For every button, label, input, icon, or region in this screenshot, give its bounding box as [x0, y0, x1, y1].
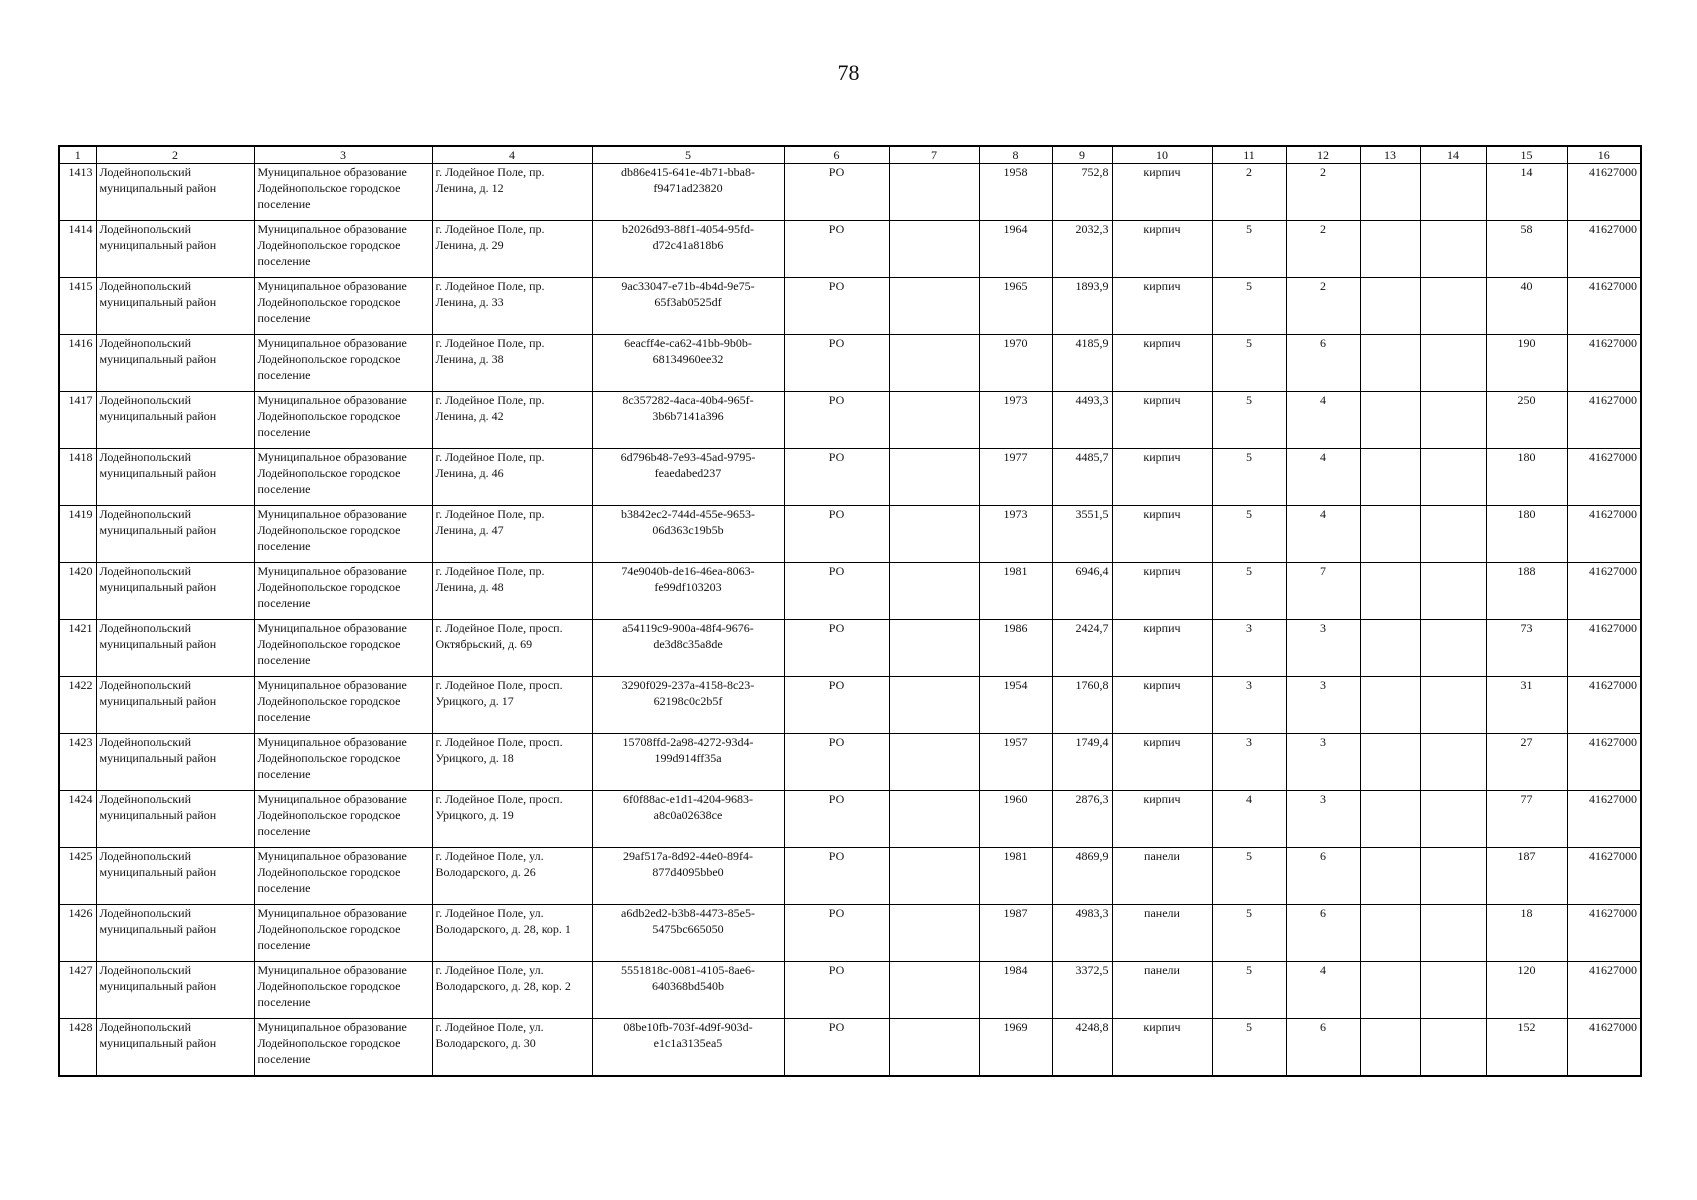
cell-oktmo-code: 41627000 [1567, 164, 1641, 221]
cell-row-number: 1419 [59, 506, 96, 563]
cell-col-7 [889, 221, 979, 278]
cell-residents: 31 [1486, 677, 1567, 734]
cell-floors-max: 2 [1212, 164, 1286, 221]
cell-entrances: 4 [1286, 962, 1360, 1019]
cell-operator-type: РО [784, 449, 889, 506]
header-row [59, 146, 1641, 164]
cell-floors-max: 3 [1212, 734, 1286, 791]
cell-col-14 [1420, 449, 1486, 506]
cell-col-7 [889, 335, 979, 392]
cell-address: г. Лодейное Поле, просп. Октябрьский, д. 69 [432, 620, 592, 677]
cell-residents: 77 [1486, 791, 1567, 848]
table-row [59, 449, 1641, 506]
column-header-14: 14 [1420, 146, 1486, 164]
cell-row-number: 1423 [59, 734, 96, 791]
cell-oktmo-code: 41627000 [1567, 620, 1641, 677]
cell-floors-max: 5 [1212, 335, 1286, 392]
cell-residents: 180 [1486, 506, 1567, 563]
column-header-3: 3 [254, 146, 432, 164]
cell-address: г. Лодейное Поле, пр. Ленина, д. 38 [432, 335, 592, 392]
cell-entrances: 7 [1286, 563, 1360, 620]
cell-col-14 [1420, 221, 1486, 278]
cell-area: 3372,5 [1052, 962, 1112, 1019]
cell-row-number: 1427 [59, 962, 96, 1019]
cell-entrances: 4 [1286, 449, 1360, 506]
cell-operator-type: РО [784, 278, 889, 335]
cell-row-number: 1421 [59, 620, 96, 677]
cell-wall-material: кирпич [1112, 677, 1212, 734]
cell-col-13 [1360, 677, 1420, 734]
cell-wall-material: кирпич [1112, 221, 1212, 278]
cell-col-14 [1420, 962, 1486, 1019]
cell-entrances: 6 [1286, 848, 1360, 905]
cell-area: 1749,4 [1052, 734, 1112, 791]
cell-col-13 [1360, 734, 1420, 791]
cell-col-7 [889, 563, 979, 620]
cell-operator-type: РО [784, 677, 889, 734]
cell-col-7 [889, 791, 979, 848]
cell-address: г. Лодейное Поле, пр. Ленина, д. 29 [432, 221, 592, 278]
cell-entrances: 4 [1286, 506, 1360, 563]
cell-house-guid: 6d796b48-7e93-45ad-9795-feaedabed237 [592, 449, 784, 506]
table-row [59, 335, 1641, 392]
cell-col-7 [889, 1019, 979, 1077]
cell-residents: 152 [1486, 1019, 1567, 1077]
cell-col-13 [1360, 1019, 1420, 1077]
cell-area: 4185,9 [1052, 335, 1112, 392]
cell-residents: 27 [1486, 734, 1567, 791]
cell-floors-max: 5 [1212, 278, 1286, 335]
cell-wall-material: кирпич [1112, 791, 1212, 848]
cell-oktmo-code: 41627000 [1567, 563, 1641, 620]
cell-row-number: 1416 [59, 335, 96, 392]
cell-floors-max: 5 [1212, 506, 1286, 563]
cell-col-7 [889, 734, 979, 791]
cell-operator-type: РО [784, 905, 889, 962]
cell-col-7 [889, 677, 979, 734]
cell-col-13 [1360, 335, 1420, 392]
cell-house-guid: 3290f029-237a-4158-8c23-62198c0c2b5f [592, 677, 784, 734]
cell-year-built: 1958 [979, 164, 1052, 221]
cell-floors-max: 5 [1212, 392, 1286, 449]
cell-area: 2876,3 [1052, 791, 1112, 848]
cell-district: Лодейнопольский муниципальный район [96, 677, 254, 734]
cell-row-number: 1420 [59, 563, 96, 620]
cell-municipality: Муниципальное образование Лодейнопольское городское поселение [254, 962, 432, 1019]
column-header-11: 11 [1212, 146, 1286, 164]
cell-house-guid: b3842ec2-744d-455e-9653-06d363c19b5b [592, 506, 784, 563]
cell-col-7 [889, 506, 979, 563]
cell-district: Лодейнопольский муниципальный район [96, 734, 254, 791]
cell-row-number: 1414 [59, 221, 96, 278]
column-header-12: 12 [1286, 146, 1360, 164]
cell-entrances: 2 [1286, 221, 1360, 278]
cell-oktmo-code: 41627000 [1567, 278, 1641, 335]
cell-address: г. Лодейное Поле, ул. Володарского, д. 30 [432, 1019, 592, 1077]
cell-col-14 [1420, 278, 1486, 335]
cell-district: Лодейнопольский муниципальный район [96, 1019, 254, 1077]
cell-col-7 [889, 278, 979, 335]
cell-row-number: 1424 [59, 791, 96, 848]
cell-residents: 188 [1486, 563, 1567, 620]
cell-oktmo-code: 41627000 [1567, 392, 1641, 449]
cell-oktmo-code: 41627000 [1567, 506, 1641, 563]
cell-municipality: Муниципальное образование Лодейнопольское городское поселение [254, 1019, 432, 1077]
cell-house-guid: 5551818c-0081-4105-8ae6-640368bd540b [592, 962, 784, 1019]
cell-house-guid: b2026d93-88f1-4054-95fd-d72c41a818b6 [592, 221, 784, 278]
cell-residents: 190 [1486, 335, 1567, 392]
cell-floors-max: 3 [1212, 620, 1286, 677]
cell-year-built: 1973 [979, 392, 1052, 449]
cell-col-7 [889, 962, 979, 1019]
cell-district: Лодейнопольский муниципальный район [96, 221, 254, 278]
cell-row-number: 1425 [59, 848, 96, 905]
cell-district: Лодейнопольский муниципальный район [96, 848, 254, 905]
cell-wall-material: панели [1112, 962, 1212, 1019]
cell-area: 2424,7 [1052, 620, 1112, 677]
cell-col-13 [1360, 620, 1420, 677]
cell-house-guid: db86e415-641e-4b71-bba8-f9471ad23820 [592, 164, 784, 221]
cell-operator-type: РО [784, 563, 889, 620]
cell-row-number: 1428 [59, 1019, 96, 1077]
cell-address: г. Лодейное Поле, пр. Ленина, д. 42 [432, 392, 592, 449]
cell-municipality: Муниципальное образование Лодейнопольское городское поселение [254, 563, 432, 620]
cell-residents: 120 [1486, 962, 1567, 1019]
cell-floors-max: 5 [1212, 449, 1286, 506]
cell-year-built: 1973 [979, 506, 1052, 563]
cell-operator-type: РО [784, 791, 889, 848]
cell-address: г. Лодейное Поле, ул. Володарского, д. 28, кор. 2 [432, 962, 592, 1019]
cell-area: 4493,3 [1052, 392, 1112, 449]
cell-house-guid: 9ac33047-e71b-4b4d-9e75-65f3ab0525df [592, 278, 784, 335]
column-header-6: 6 [784, 146, 889, 164]
cell-floors-max: 5 [1212, 1019, 1286, 1077]
cell-oktmo-code: 41627000 [1567, 221, 1641, 278]
column-header-8: 8 [979, 146, 1052, 164]
cell-house-guid: 6f0f88ac-e1d1-4204-9683-a8c0a02638ce [592, 791, 784, 848]
cell-entrances: 3 [1286, 734, 1360, 791]
table-row [59, 278, 1641, 335]
cell-area: 1760,8 [1052, 677, 1112, 734]
table-row [59, 848, 1641, 905]
cell-wall-material: панели [1112, 848, 1212, 905]
column-header-1: 1 [59, 146, 96, 164]
cell-col-7 [889, 392, 979, 449]
column-header-13: 13 [1360, 146, 1420, 164]
cell-year-built: 1981 [979, 563, 1052, 620]
cell-address: г. Лодейное Поле, пр. Ленина, д. 33 [432, 278, 592, 335]
cell-col-7 [889, 164, 979, 221]
cell-year-built: 1964 [979, 221, 1052, 278]
cell-oktmo-code: 41627000 [1567, 1019, 1641, 1077]
cell-col-13 [1360, 563, 1420, 620]
table-row [59, 791, 1641, 848]
cell-entrances: 3 [1286, 791, 1360, 848]
table-row [59, 677, 1641, 734]
cell-wall-material: панели [1112, 905, 1212, 962]
column-header-4: 4 [432, 146, 592, 164]
cell-oktmo-code: 41627000 [1567, 677, 1641, 734]
cell-residents: 73 [1486, 620, 1567, 677]
cell-address: г. Лодейное Поле, просп. Урицкого, д. 17 [432, 677, 592, 734]
table-row [59, 392, 1641, 449]
cell-col-14 [1420, 791, 1486, 848]
cell-col-14 [1420, 848, 1486, 905]
page-number: 78 [837, 60, 860, 85]
cell-col-14 [1420, 1019, 1486, 1077]
cell-entrances: 2 [1286, 164, 1360, 221]
cell-wall-material: кирпич [1112, 335, 1212, 392]
cell-col-13 [1360, 278, 1420, 335]
cell-col-7 [889, 905, 979, 962]
cell-operator-type: РО [784, 962, 889, 1019]
table-row [59, 734, 1641, 791]
cell-area: 4485,7 [1052, 449, 1112, 506]
cell-district: Лодейнопольский муниципальный район [96, 962, 254, 1019]
cell-col-14 [1420, 677, 1486, 734]
cell-district: Лодейнопольский муниципальный район [96, 506, 254, 563]
cell-residents: 18 [1486, 905, 1567, 962]
cell-operator-type: РО [784, 335, 889, 392]
table-body [59, 164, 1641, 1077]
cell-municipality: Муниципальное образование Лодейнопольское городское поселение [254, 164, 432, 221]
cell-house-guid: a54119c9-900a-48f4-9676-de3d8c35a8de [592, 620, 784, 677]
cell-row-number: 1417 [59, 392, 96, 449]
cell-col-13 [1360, 392, 1420, 449]
cell-operator-type: РО [784, 1019, 889, 1077]
cell-house-guid: 8c357282-4aca-40b4-965f-3b6b7141a396 [592, 392, 784, 449]
cell-house-guid: 74e9040b-de16-46ea-8063-fe99df103203 [592, 563, 784, 620]
cell-address: г. Лодейное Поле, просп. Урицкого, д. 19 [432, 791, 592, 848]
cell-address: г. Лодейное Поле, пр. Ленина, д. 48 [432, 563, 592, 620]
cell-wall-material: кирпич [1112, 563, 1212, 620]
cell-area: 752,8 [1052, 164, 1112, 221]
cell-year-built: 1957 [979, 734, 1052, 791]
cell-address: г. Лодейное Поле, пр. Ленина, д. 47 [432, 506, 592, 563]
cell-residents: 14 [1486, 164, 1567, 221]
cell-col-14 [1420, 164, 1486, 221]
cell-area: 4869,9 [1052, 848, 1112, 905]
cell-area: 4248,8 [1052, 1019, 1112, 1077]
cell-year-built: 1965 [979, 278, 1052, 335]
cell-district: Лодейнопольский муниципальный район [96, 335, 254, 392]
cell-year-built: 1986 [979, 620, 1052, 677]
cell-floors-max: 5 [1212, 848, 1286, 905]
cell-year-built: 1969 [979, 1019, 1052, 1077]
cell-operator-type: РО [784, 164, 889, 221]
cell-floors-max: 4 [1212, 791, 1286, 848]
table-row [59, 563, 1641, 620]
cell-oktmo-code: 41627000 [1567, 905, 1641, 962]
cell-district: Лодейнопольский муниципальный район [96, 563, 254, 620]
column-header-10: 10 [1112, 146, 1212, 164]
column-header-2: 2 [96, 146, 254, 164]
cell-year-built: 1981 [979, 848, 1052, 905]
cell-district: Лодейнопольский муниципальный район [96, 791, 254, 848]
cell-col-14 [1420, 392, 1486, 449]
column-header-7: 7 [889, 146, 979, 164]
table-row [59, 1019, 1641, 1077]
table-row [59, 962, 1641, 1019]
cell-wall-material: кирпич [1112, 620, 1212, 677]
cell-district: Лодейнопольский муниципальный район [96, 449, 254, 506]
cell-house-guid: 08be10fb-703f-4d9f-903d-e1c1a3135ea5 [592, 1019, 784, 1077]
cell-address: г. Лодейное Поле, пр. Ленина, д. 46 [432, 449, 592, 506]
cell-operator-type: РО [784, 848, 889, 905]
cell-year-built: 1970 [979, 335, 1052, 392]
cell-municipality: Муниципальное образование Лодейнопольское городское поселение [254, 620, 432, 677]
cell-col-14 [1420, 335, 1486, 392]
cell-col-7 [889, 449, 979, 506]
cell-oktmo-code: 41627000 [1567, 449, 1641, 506]
cell-municipality: Муниципальное образование Лодейнопольское городское поселение [254, 848, 432, 905]
cell-col-14 [1420, 905, 1486, 962]
table-row [59, 905, 1641, 962]
cell-municipality: Муниципальное образование Лодейнопольское городское поселение [254, 791, 432, 848]
cell-residents: 58 [1486, 221, 1567, 278]
cell-wall-material: кирпич [1112, 734, 1212, 791]
registry-table [58, 145, 1642, 1077]
cell-col-13 [1360, 791, 1420, 848]
cell-oktmo-code: 41627000 [1567, 791, 1641, 848]
cell-col-13 [1360, 449, 1420, 506]
cell-municipality: Муниципальное образование Лодейнопольское городское поселение [254, 449, 432, 506]
cell-oktmo-code: 41627000 [1567, 734, 1641, 791]
cell-residents: 40 [1486, 278, 1567, 335]
cell-municipality: Муниципальное образование Лодейнопольское городское поселение [254, 677, 432, 734]
cell-year-built: 1977 [979, 449, 1052, 506]
cell-col-14 [1420, 506, 1486, 563]
table-row [59, 506, 1641, 563]
cell-col-13 [1360, 962, 1420, 1019]
cell-col-13 [1360, 905, 1420, 962]
cell-floors-max: 5 [1212, 905, 1286, 962]
cell-col-13 [1360, 848, 1420, 905]
cell-address: г. Лодейное Поле, просп. Урицкого, д. 18 [432, 734, 592, 791]
cell-year-built: 1984 [979, 962, 1052, 1019]
cell-oktmo-code: 41627000 [1567, 848, 1641, 905]
cell-col-13 [1360, 221, 1420, 278]
cell-municipality: Муниципальное образование Лодейнопольское городское поселение [254, 506, 432, 563]
cell-area: 4983,3 [1052, 905, 1112, 962]
cell-wall-material: кирпич [1112, 164, 1212, 221]
cell-area: 2032,3 [1052, 221, 1112, 278]
cell-municipality: Муниципальное образование Лодейнопольское городское поселение [254, 392, 432, 449]
cell-wall-material: кирпич [1112, 392, 1212, 449]
cell-entrances: 6 [1286, 1019, 1360, 1077]
cell-row-number: 1422 [59, 677, 96, 734]
cell-oktmo-code: 41627000 [1567, 335, 1641, 392]
table-row [59, 620, 1641, 677]
cell-district: Лодейнопольский муниципальный район [96, 905, 254, 962]
cell-col-14 [1420, 734, 1486, 791]
cell-row-number: 1415 [59, 278, 96, 335]
cell-residents: 187 [1486, 848, 1567, 905]
cell-district: Лодейнопольский муниципальный район [96, 278, 254, 335]
column-header-5: 5 [592, 146, 784, 164]
cell-district: Лодейнопольский муниципальный район [96, 392, 254, 449]
cell-entrances: 2 [1286, 278, 1360, 335]
cell-entrances: 6 [1286, 335, 1360, 392]
cell-residents: 250 [1486, 392, 1567, 449]
cell-house-guid: 29af517a-8d92-44e0-89f4-877d4095bbe0 [592, 848, 784, 905]
cell-row-number: 1418 [59, 449, 96, 506]
table-row [59, 221, 1641, 278]
cell-floors-max: 3 [1212, 677, 1286, 734]
cell-operator-type: РО [784, 734, 889, 791]
cell-house-guid: a6db2ed2-b3b8-4473-85e5-5475bc665050 [592, 905, 784, 962]
cell-year-built: 1954 [979, 677, 1052, 734]
cell-entrances: 3 [1286, 620, 1360, 677]
cell-municipality: Муниципальное образование Лодейнопольское городское поселение [254, 335, 432, 392]
cell-entrances: 4 [1286, 392, 1360, 449]
cell-district: Лодейнопольский муниципальный район [96, 620, 254, 677]
cell-operator-type: РО [784, 221, 889, 278]
cell-oktmo-code: 41627000 [1567, 962, 1641, 1019]
cell-col-13 [1360, 506, 1420, 563]
cell-address: г. Лодейное Поле, ул. Володарского, д. 26 [432, 848, 592, 905]
cell-municipality: Муниципальное образование Лодейнопольское городское поселение [254, 221, 432, 278]
cell-residents: 180 [1486, 449, 1567, 506]
cell-operator-type: РО [784, 506, 889, 563]
cell-row-number: 1426 [59, 905, 96, 962]
cell-wall-material: кирпич [1112, 449, 1212, 506]
cell-district: Лодейнопольский муниципальный район [96, 164, 254, 221]
cell-year-built: 1960 [979, 791, 1052, 848]
cell-col-14 [1420, 563, 1486, 620]
cell-entrances: 3 [1286, 677, 1360, 734]
cell-operator-type: РО [784, 620, 889, 677]
cell-floors-max: 5 [1212, 221, 1286, 278]
cell-wall-material: кирпич [1112, 1019, 1212, 1077]
cell-area: 3551,5 [1052, 506, 1112, 563]
cell-entrances: 6 [1286, 905, 1360, 962]
cell-operator-type: РО [784, 392, 889, 449]
cell-area: 6946,4 [1052, 563, 1112, 620]
cell-year-built: 1987 [979, 905, 1052, 962]
cell-municipality: Муниципальное образование Лодейнопольское городское поселение [254, 905, 432, 962]
cell-area: 1893,9 [1052, 278, 1112, 335]
table-row [59, 164, 1641, 221]
cell-floors-max: 5 [1212, 563, 1286, 620]
cell-col-7 [889, 620, 979, 677]
cell-wall-material: кирпич [1112, 506, 1212, 563]
cell-col-13 [1360, 164, 1420, 221]
column-header-15: 15 [1486, 146, 1567, 164]
column-header-16: 16 [1567, 146, 1641, 164]
cell-row-number: 1413 [59, 164, 96, 221]
cell-house-guid: 6eacff4e-ca62-41bb-9b0b-68134960ee32 [592, 335, 784, 392]
cell-address: г. Лодейное Поле, пр. Ленина, д. 12 [432, 164, 592, 221]
cell-col-7 [889, 848, 979, 905]
cell-municipality: Муниципальное образование Лодейнопольское городское поселение [254, 734, 432, 791]
cell-floors-max: 5 [1212, 962, 1286, 1019]
cell-municipality: Муниципальное образование Лодейнопольское городское поселение [254, 278, 432, 335]
cell-address: г. Лодейное Поле, ул. Володарского, д. 28, кор. 1 [432, 905, 592, 962]
cell-house-guid: 15708ffd-2a98-4272-93d4-199d914ff35a [592, 734, 784, 791]
cell-col-14 [1420, 620, 1486, 677]
cell-wall-material: кирпич [1112, 278, 1212, 335]
column-header-9: 9 [1052, 146, 1112, 164]
